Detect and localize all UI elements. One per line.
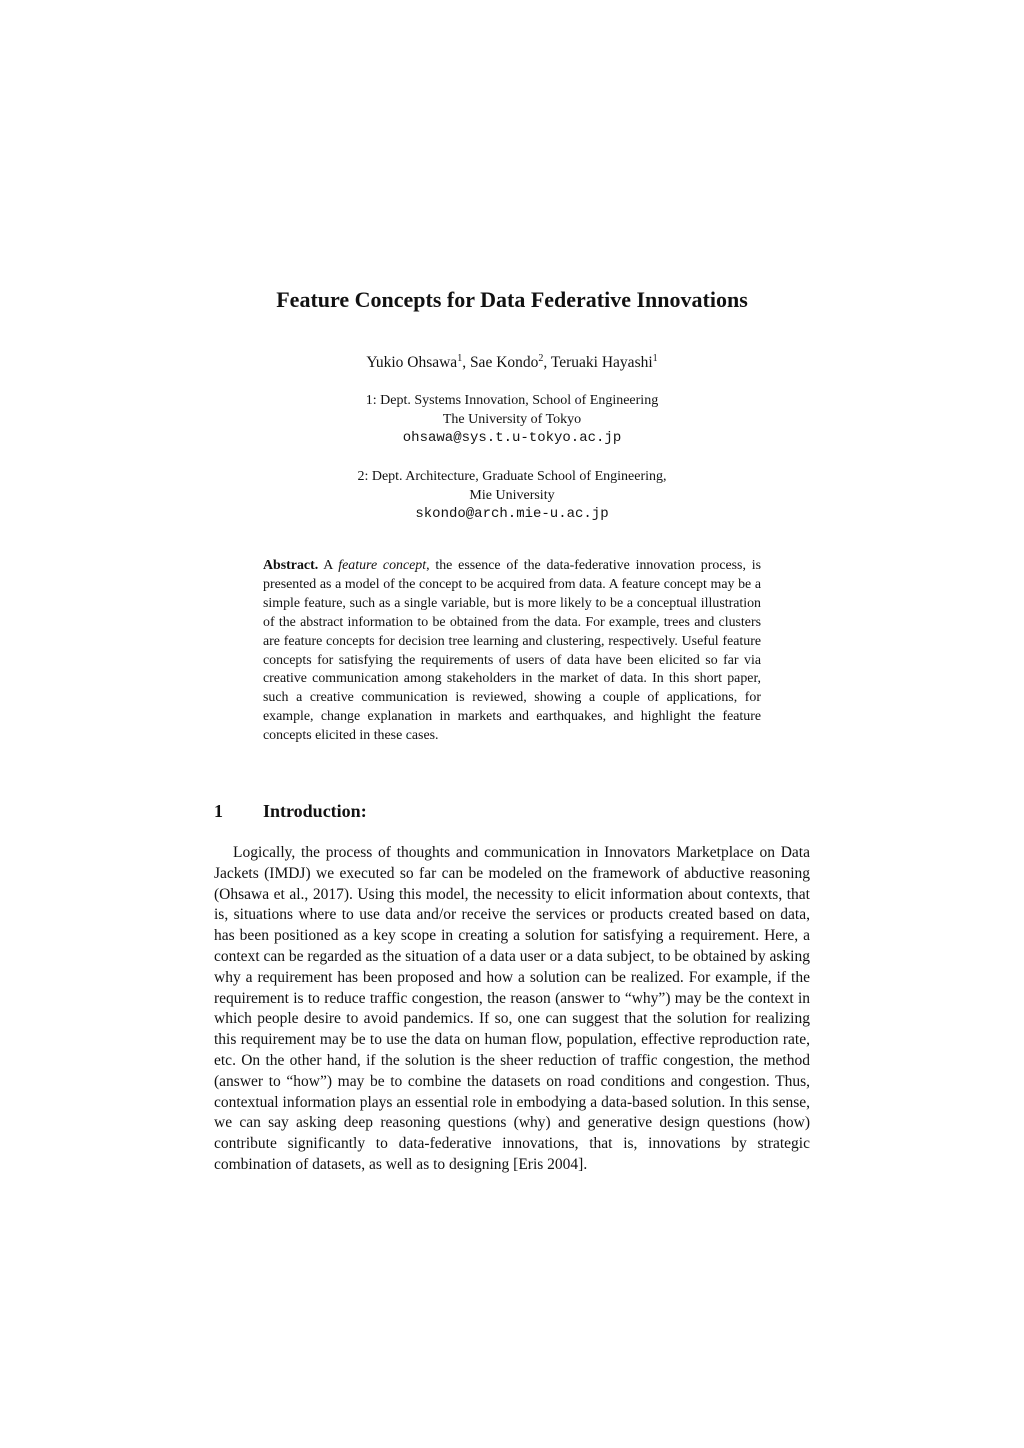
affiliation-institution: Mie University bbox=[469, 488, 555, 503]
paper-title: Feature Concepts for Data Federative Innovations bbox=[276, 287, 748, 312]
author bbox=[470, 354, 551, 371]
abstract bbox=[263, 557, 761, 746]
author-name: Teruaki Hayashi bbox=[550, 354, 653, 371]
affiliation-department: 1: Dept. Systems Innovation, School of Engineering bbox=[365, 393, 659, 408]
author-separator: , bbox=[543, 354, 551, 371]
author bbox=[551, 354, 658, 371]
abstract-lead-in: A bbox=[318, 558, 339, 573]
abstract-label: Abstract. bbox=[263, 558, 319, 573]
author bbox=[366, 354, 470, 371]
section-body: Logically, the process of thoughts and communication in Innovators Marketplace on Data Jackets (IMDJ) we executed so far can be modeled on the framework of abductive reasoning (Ohsawa et al., 2017). Using this model, the necessity to elicit information about contexts, that is, situations where to use data and/or receive the services or products created based on data, has been positioned as a key scope in creating a solution for satisfying a requirement. Here, a context can be regarded as the situation of a data user or a data subject, to be obtained by asking why a requirement has been proposed and how a solution can be realized. For example, if the requirement is to reduce traffic congestion, the reason (answer to “why”) may be the context in which people desire to avoid pandemics. If so, one can suggest that the solution for realizing this requirement may be to use the data on human flow, population, effective reproduction rate, etc. On the other hand, if the solution is the sheer reduction of traffic congestion, the method (answer to “how”) may be to combine the datasets on road conditions and congestion. Thus, contextual information plays an essential role in embodying a data-based solution. In this sense, we can say asking deep reasoning questions (why) and generative design questions (how) contribute significantly to data-federative innovations, that is, innovations by strategic combination of datasets, as well as to designing [Eris 2004]. bbox=[214, 844, 810, 1173]
author-list bbox=[0, 352, 1024, 374]
author-name: Yukio Ohsawa bbox=[366, 354, 458, 371]
affiliation-mark: 1 bbox=[652, 352, 658, 364]
affiliation-institution: The University of Tokyo bbox=[442, 412, 582, 427]
section-number: 1 bbox=[214, 801, 223, 821]
affiliation-email: ohsawa@sys.t.u-tokyo.ac.jp bbox=[402, 430, 622, 446]
abstract-term: feature concept bbox=[338, 558, 427, 573]
author-separator: , bbox=[462, 354, 470, 371]
author-name: Sae Kondo bbox=[469, 354, 539, 371]
affiliation-block bbox=[0, 467, 1024, 524]
affiliation-block bbox=[0, 391, 1024, 448]
affiliation-department: 2: Dept. Architecture, Graduate School of Engineering, bbox=[357, 469, 667, 484]
section-heading bbox=[214, 798, 814, 824]
affiliation-mark: 2 bbox=[538, 352, 544, 364]
section-title: Introduction: bbox=[263, 801, 367, 821]
affiliation-email: skondo@arch.mie-u.ac.jp bbox=[415, 506, 609, 522]
abstract-text: , the essence of the data-federative innovation process, is presented as a model of the concept to be acquired from data. A feature concept may be a simple feature, such as a single variable, but is more likely to be a conceptual illustration of the abstract information to be obtained from the data. For example, trees and clusters are feature concepts for decision tree learning and clustering, respectively. Useful feature concepts for satisfying the requirements of users of data have been elicited so far via creative communication among stakeholders in the market of data. In this short paper, such a creative communication is reviewed, showing a couple of applications, for example, change explanation in markets and earthquakes, and highlight the feature concepts elicited in these cases. bbox=[263, 558, 761, 744]
affiliation-mark: 1 bbox=[457, 352, 463, 364]
